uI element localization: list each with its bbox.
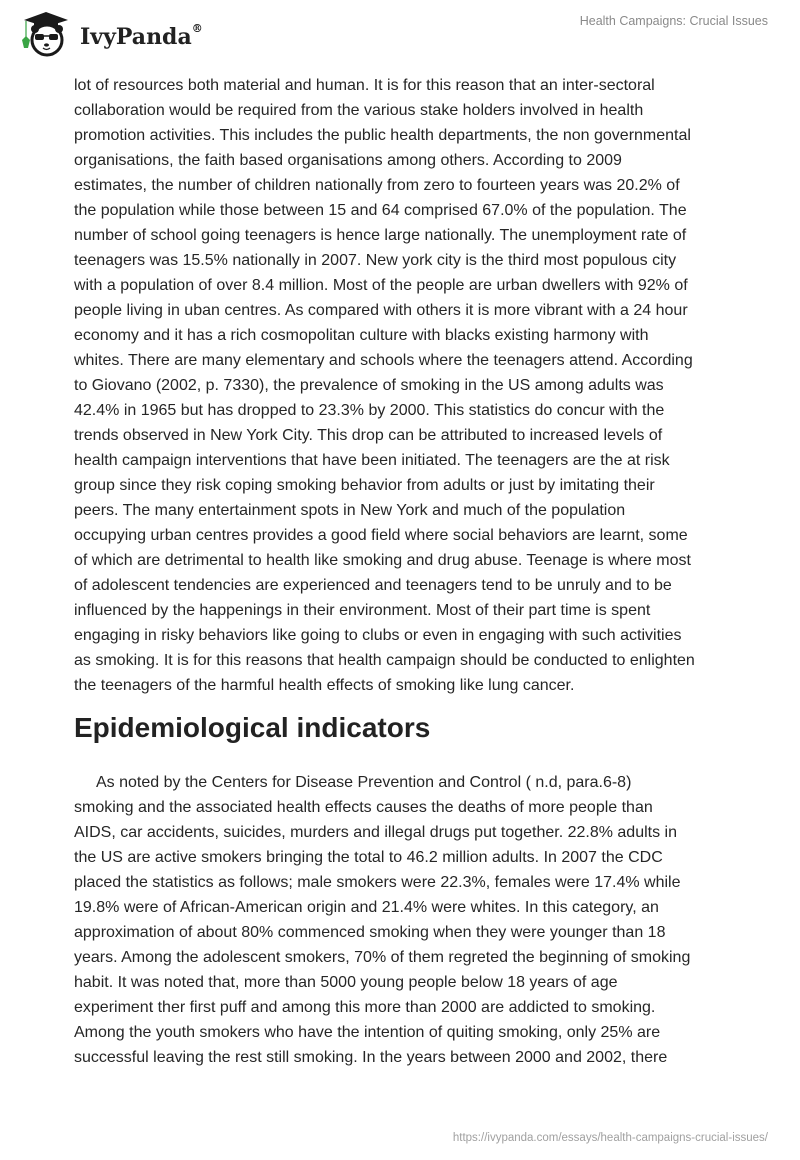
text-line: 42.4% in 1965 but has dropped to 23.3% by 2000. This statistics do concur with the [74,402,665,419]
text-line: AIDS, car accidents, suicides, murders and illegal drugs put together. 22.8% adults in [74,824,677,841]
source-url[interactable]: https://ivypanda.com/essays/health-campaigns-crucial-issues/ [452,1132,768,1144]
page-header [0,0,800,70]
text-line: people living in uban centres. As compared with others it is more vibrant with a 24 hour [74,302,688,319]
brand-name: IvyPanda® [80,21,203,50]
text-line: of which are detrimental to health like smoking and drug abuse. Teenage is where most [74,552,691,569]
document-title: Health Campaigns: Crucial Issues [579,14,768,28]
text-line: estimates, the number of children nationally from zero to fourteen years was 20.2% of [74,177,680,194]
text-line: the population while those between 15 and 64 comprised 67.0% of the population. The [74,202,687,219]
text-line: years. Among the adolescent smokers, 70% of them regreted the beginning of smoking [74,949,691,966]
text-line: experiment ther first puff and among this more than 2000 are addicted to smoking. [74,999,656,1016]
text-line: occupying urban centres provides a good field where social behaviors are learnt, some [74,527,688,544]
text-line: As noted by the Centers for Disease Prevention and Control ( n.d, para.6-8) [96,774,632,791]
section-body [74,770,734,1070]
text-line: with a population of over 8.4 million. Most of the people are urban dwellers with 92% of [74,277,688,294]
text-line: group since they risk coping smoking behavior from adults or just by imitating their [74,477,655,494]
text-line: organisations, the faith based organisations among others. According to 2009 [74,152,622,169]
brand-logo[interactable] [18,8,203,58]
text-line: of adolescent tendencies are experienced and teenagers tend to be unruly and to be [74,577,672,594]
paragraph-intro [74,73,734,698]
text-line: whites. There are many elementary and schools where the teenagers attend. According [74,352,693,369]
text-line: 19.8% were of African-American origin and 21.4% were whites. In this category, an [74,899,659,916]
text-line: peers. The many entertainment spots in New York and much of the population [74,502,626,519]
text-line: engaging in risky behaviors like going to clubs or even in engaging with such activities [74,627,682,644]
text-line: approximation of about 80% commenced smoking when they were younger than 18 [74,924,666,941]
text-line: collaboration would be required from the various stake holders involved in health [74,102,644,119]
text-line: number of school going teenagers is hence large nationally. The unemployment rate of [74,227,687,244]
text-line: habit. It was noted that, more than 5000 young people below 18 years of age [74,974,618,991]
text-line: placed the statistics as follows; male smokers were 22.3%, females were 17.4% while [74,874,681,891]
text-line: teenagers was 15.5% nationally in 2007. New york city is the third most populous city [74,252,677,269]
text-line: smoking and the associated health effects causes the deaths of more people than [74,799,653,816]
text-line: health campaign interventions that have been initiated. The teenagers are the at risk [74,452,670,469]
text-line: economy and it has a rich cosmopolitan culture with blacks existing harmony with [74,327,649,344]
text-line: influenced by the happenings in their environment. Most of their part time is spent [74,602,651,619]
text-line: the teenagers of the harmful health effects of smoking like lung cancer. [74,677,575,694]
text-line: the US are active smokers bringing the total to 46.2 million adults. In 2007 the CDC [74,849,663,866]
text-line: to Giovano (2002, p. 7330), the prevalence of smoking in the US among adults was [74,377,664,394]
section-heading: Epidemiological indicators [74,712,431,743]
panda-graduate-logo-icon [18,8,74,58]
text-line: successful leaving the rest still smoking. In the years between 2000 and 2002, there [74,1049,668,1066]
text-line: as smoking. It is for this reasons that health campaign should be conducted to enlighten [74,652,695,669]
text-line: promotion activities. This includes the public health departments, the non governmental [74,127,691,144]
paragraph-epidemiology [74,770,734,1070]
text-line: Among the youth smokers who have the intention of quiting smoking, only 25% are [74,1024,661,1041]
text-line: trends observed in New York City. This drop can be attributed to increased levels of [74,427,663,444]
article-body [74,73,734,698]
text-line: lot of resources both material and human. It is for this reason that an inter-sectoral [74,77,655,94]
